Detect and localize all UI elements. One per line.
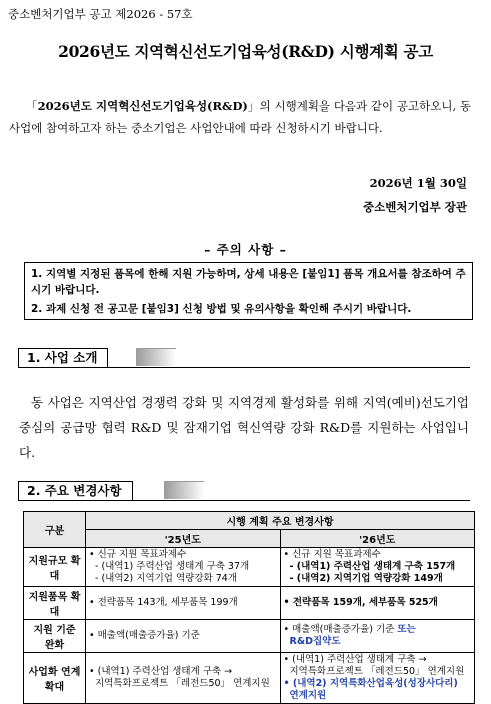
cell-line: - (내역2) 지역기업 역량강화 149개 [289, 573, 443, 584]
quote-open: 「 [26, 99, 38, 113]
caution-box [24, 262, 473, 320]
changes-table [23, 511, 475, 704]
cell-highlight: 연계지원 [289, 690, 327, 701]
row-label: 사업화 연계 확대 [24, 653, 86, 704]
table-row [24, 620, 475, 653]
cell-line: 지역특화프로젝트 「레전드50」 연계지원 [95, 678, 270, 689]
cell-line: - (내역1) 주력산업 생태계 구축 157개 [289, 561, 456, 572]
cell-line: • 신규 지원 목표과제수 [89, 549, 187, 560]
col-2026-header: '26년도 [280, 530, 475, 548]
quote-close: 」 [247, 99, 260, 113]
section1-heading-label: 1. 사업 소개 [18, 348, 108, 367]
notice-date: 2026년 1월 30일 [369, 176, 467, 190]
cell-line: • 매출액(매출증가율) 기준 [283, 624, 395, 635]
page-title: 2026년도 지역혁신선도기업육성(R&D) 시행계획 공고 [58, 42, 433, 61]
col-2025-header: '25년도 [86, 530, 281, 548]
col-group-header: 시행 계획 주요 변경사항 [86, 512, 475, 530]
cell-2026 [280, 620, 475, 653]
cell-line: • (내역1) 주력산업 생태계 구축 → [89, 666, 233, 677]
cell-highlight: • (내역2) 지역특화산업육성(성장사다리) [283, 678, 458, 689]
cell-2025 [86, 653, 281, 704]
cell-line: - (내역2) 지역기업 역량강화 74개 [95, 573, 237, 584]
caution-title: – 주의 사항 – [204, 242, 287, 257]
cell-line: • 매출액(매출증가율) 기준 [89, 630, 200, 641]
cell-2025 [86, 587, 281, 620]
cell-line: 지역특화프로젝트 「레전드50」 연계지원 [289, 666, 465, 677]
table-row [24, 587, 475, 620]
notice-number: 중소벤처기업부 공고 제2026 - 57호 [8, 7, 193, 21]
col-category-header: 구분 [24, 512, 86, 548]
row-label: 지원 기준 완화 [24, 620, 86, 653]
section1-heading [18, 348, 470, 368]
row-label: 지원품목 확대 [24, 587, 86, 620]
minister-signature: 중소벤처기업부 장관 [363, 200, 467, 214]
intro-paragraph [9, 95, 471, 139]
caution-item: 1. 지역별 지정된 품목에 한해 지원 가능하며, 상세 내용은 [붙임1] 품목 개요서를 참조하여 주시기 바랍니다. [31, 268, 466, 296]
cell-line: • 전략품목 143개, 세부품목 199개 [89, 597, 238, 608]
table-row [24, 653, 475, 704]
caution-item: 2. 과제 신청 전 공고문 [붙임3] 신청 방법 및 유의사항을 확인해 주시기 바랍니다. [31, 303, 412, 315]
section2-heading [18, 481, 470, 501]
heading-shade [164, 481, 204, 499]
cell-highlight: R&D집약도 [289, 636, 341, 647]
cell-line: • 신규 지원 목표과제수 [283, 549, 381, 560]
section2-heading-label: 2. 주요 변경사항 [18, 481, 133, 500]
intro-text: 의 시행계획을 다음과 같이 공고하오니, 동 사업에 참여하고자 하는 중소기업은 사업안내에 따라 신청하시기 바랍니다. [9, 99, 471, 135]
cell-2026 [280, 548, 475, 587]
cell-2025 [86, 620, 281, 653]
cell-2026 [280, 653, 475, 704]
cell-2025 [86, 548, 281, 587]
row-label: 지원규모 확대 [24, 548, 86, 587]
cell-line: - (내역1) 주력산업 생태계 구축 37개 [95, 561, 250, 572]
program-name: 2026년도 지역혁신선도기업육성(R&D) [37, 99, 248, 113]
heading-shade [136, 348, 176, 366]
table-row [24, 548, 475, 587]
cell-highlight: 또는 [397, 624, 416, 635]
cell-line: • (내역1) 주력산업 생태계 구축 → [283, 654, 427, 665]
cell-line: • 전략품목 159개, 세부품목 525개 [283, 597, 438, 608]
cell-2026 [280, 587, 475, 620]
section1-body: 동 사업은 지역산업 경쟁력 강화 및 지역경제 활성화를 위해 지역(예비)선도기업 중심의 공급망 협력 R&D 및 잠재기업 혁신역량 강화 R&D를 지원하는 사업입니다. [19, 395, 469, 460]
